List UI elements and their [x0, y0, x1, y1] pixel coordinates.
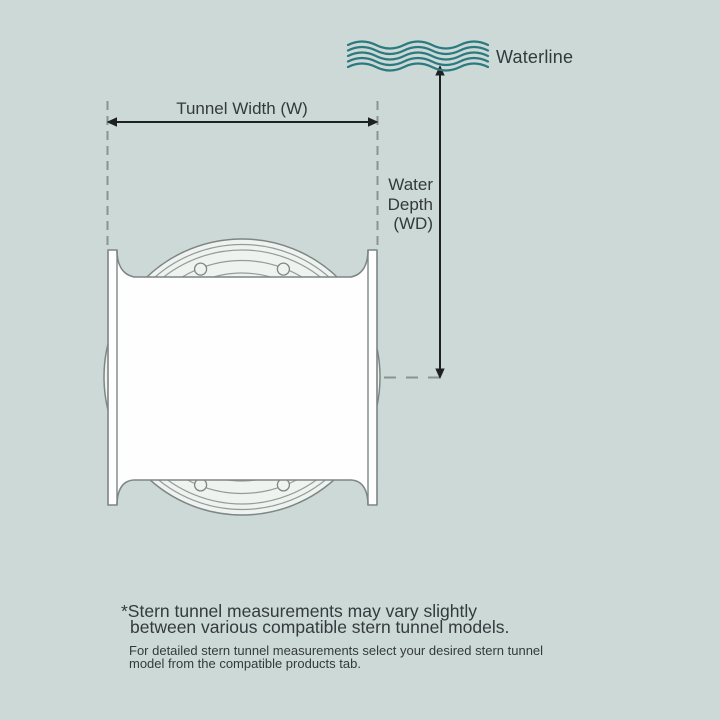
footnote-secondary	[129, 645, 549, 670]
footnote-primary-line1: *Stern tunnel measurements may vary slightly	[121, 601, 477, 621]
footnote-primary-line2: between various compatible stern tunnel models.	[130, 617, 510, 637]
bolt-hole	[277, 263, 289, 275]
wave-line	[348, 64, 488, 71]
waterline-waves-icon	[348, 42, 488, 71]
waterline-label: Waterline	[496, 47, 574, 67]
tunnel-body	[108, 250, 377, 505]
tunnel-width-label: Tunnel Width (W)	[176, 99, 308, 118]
water-depth-line1: Water	[388, 175, 433, 194]
water-depth-dimension-arrow	[435, 65, 444, 379]
water-depth-line3: (WD)	[393, 214, 433, 233]
stern-tunnel-drawing	[104, 239, 380, 515]
water-depth-line2: Depth	[387, 194, 433, 214]
footnote-secondary-line2: model from the compatible products tab.	[129, 655, 361, 671]
footnote-primary	[121, 601, 550, 637]
water-depth-label	[388, 175, 433, 234]
bolt-hole	[195, 263, 207, 275]
footnote-secondary-line1: For detailed stern tunnel measurements select your desired stern tunnel	[129, 643, 544, 658]
